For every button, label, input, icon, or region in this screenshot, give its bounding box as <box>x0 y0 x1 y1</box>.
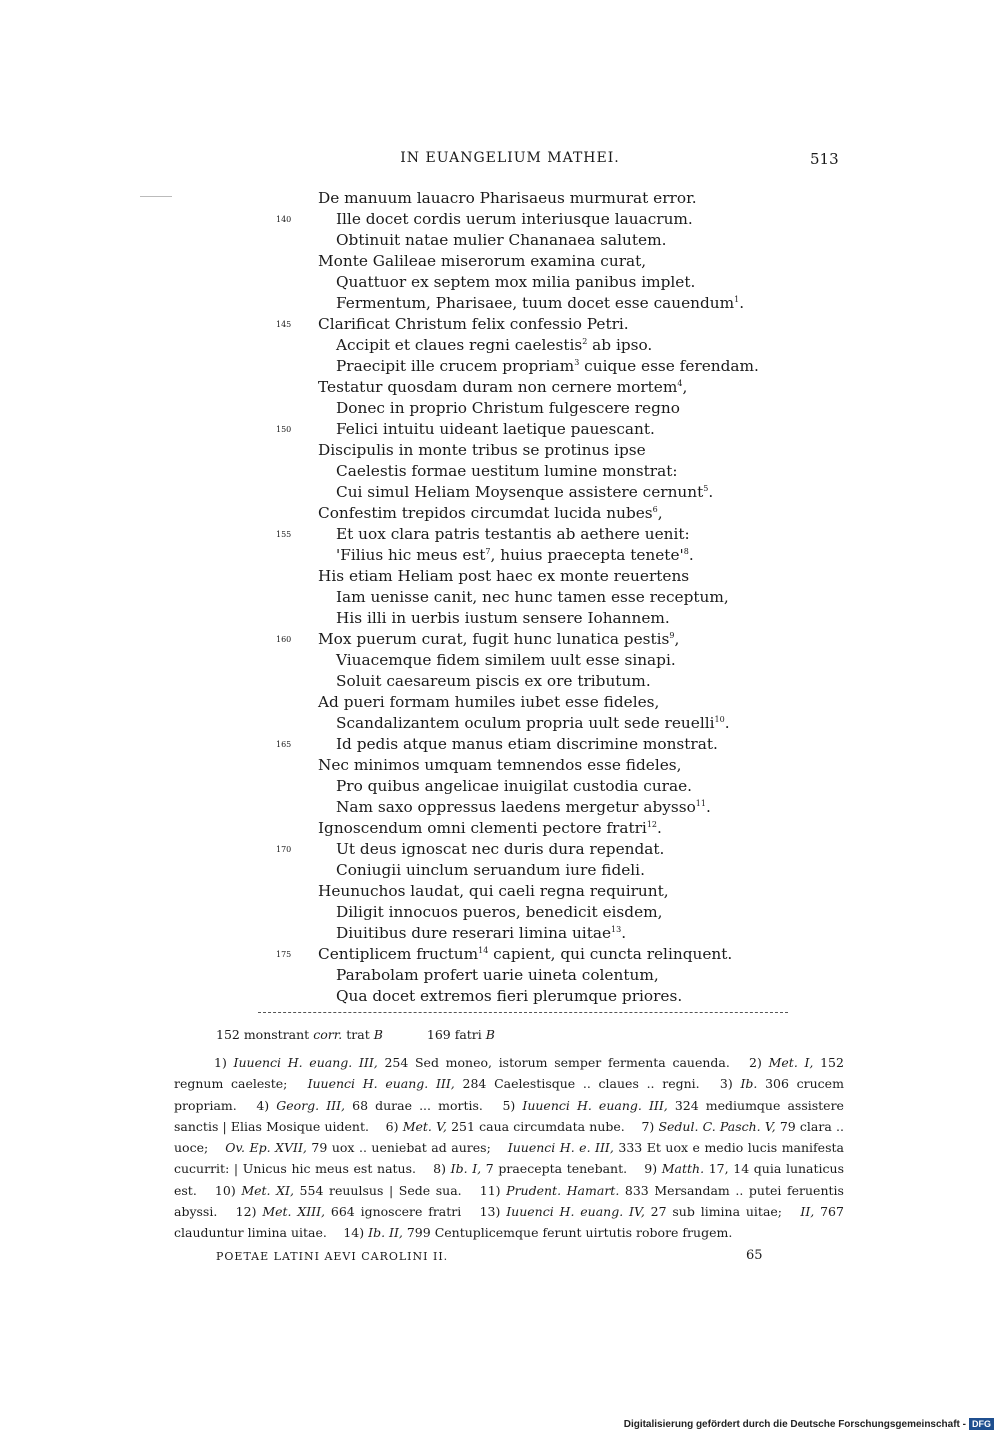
footnote-source: Met. XIII, <box>262 1204 326 1220</box>
footnote-ref: 8 <box>683 546 689 556</box>
verse-tail: ab ipso. <box>587 336 653 354</box>
line-number: 170 <box>276 845 292 854</box>
footnote-text: 7 praecepta tenebant. <box>485 1161 628 1177</box>
verse-line <box>0 482 1000 503</box>
verse-line <box>0 881 1000 902</box>
footnote-text: 306 crucem propriam. <box>174 1076 844 1113</box>
verse-line <box>0 251 1000 272</box>
verse-text: Cui simul Heliam Moysenque assistere cernunt$^5$. <box>336 483 714 501</box>
verse-text: His etiam Heliam post haec ex monte reuertens <box>318 567 690 585</box>
verse-text: Felici intuitu uideant laetique pauescant. <box>336 420 655 438</box>
verse-text: De manuum lauacro Pharisaeus murmurat error. <box>318 189 697 207</box>
footnote <box>236 1204 462 1219</box>
footnote-text: 833 Mersandam .. putei feruentis abyssi. <box>174 1182 844 1220</box>
footnote-source: Met. XI, <box>241 1182 294 1198</box>
footnote-text: 664 ignoscere fratri <box>330 1204 462 1220</box>
footnote-number: 12) <box>235 1204 257 1220</box>
verse-text: Monte Galileae miserorum examina curat, <box>318 252 647 270</box>
footnote <box>308 1076 700 1091</box>
verse-text: Fermentum, Pharisaee, tuum docet esse cauendum$^1$. <box>336 294 745 312</box>
footnote-text: 251 caua circumdata nube. <box>451 1118 625 1134</box>
footnotes <box>174 1052 844 1244</box>
verse-text: Centiplicem fructum$^{14}$ capient, qui cuncta relinquent. <box>318 945 733 963</box>
verse-text: Id pedis atque manus etiam discrimine monstrat. <box>336 735 718 753</box>
verse-text: Quattuor ex septem mox milia panibus implet. <box>336 273 696 291</box>
verse-tail: capient, qui cuncta relinquent. <box>488 945 733 963</box>
footnote-ref: 12 <box>646 819 658 829</box>
poem-text <box>0 188 1000 1007</box>
footnote-number: 2) <box>749 1055 762 1070</box>
verse-text: Praecipit ille crucem propriam$^3$ cuique esse ferendam. <box>336 357 759 375</box>
footnote-number: 6) <box>385 1118 399 1134</box>
footnote-ref: 6 <box>652 504 658 514</box>
footnote <box>433 1161 627 1176</box>
verse-tail: . <box>708 483 714 501</box>
running-title: IN EUANGELIUM MATHEI. <box>400 150 620 166</box>
verse-line <box>0 419 1000 440</box>
verse-text: Ad pueri formam humiles iubet esse fideles, <box>318 693 660 711</box>
verse-text: Confestim trepidos circumdat lucida nubes$^6$, <box>318 504 663 522</box>
verse-text: Nec minimos umquam temnendos esse fideles, <box>318 756 682 774</box>
verse-tail: , <box>657 504 663 522</box>
verse-line <box>0 713 1000 734</box>
footnote-text: 324 mediumque assistere sanctis | Elias Mosique uident. <box>174 1097 844 1134</box>
footnote-source: Met. V, <box>402 1118 447 1134</box>
verse-text: Nam saxo oppressus laedens mergetur abysso$^{11}$. <box>336 798 711 816</box>
banner-text: Digitalisierung gefördert durch die Deutsche Forschungsgemeinschaft - <box>623 1418 966 1430</box>
verse-tail: . <box>621 924 627 942</box>
footnote-text: 17, 14 quia lunaticus est. <box>174 1161 844 1198</box>
footnote-ref: 3 <box>574 357 580 367</box>
verse-tail: cuique esse ferendam. <box>579 357 759 375</box>
footnote-source: Iuuenci H. e. III, <box>507 1140 614 1156</box>
verse-text: Caelestis formae uestitum lumine monstrat: <box>336 462 678 480</box>
verse-line <box>0 440 1000 461</box>
footnote-ref: 2 <box>582 336 588 346</box>
verse-text: Soluit caesareum piscis ex ore tributum. <box>336 672 651 690</box>
verse-text: Iam uenisse canit, nec hunc tamen esse receptum, <box>336 588 729 606</box>
verse-line <box>0 650 1000 671</box>
verse-line <box>0 923 1000 944</box>
verse-line <box>0 230 1000 251</box>
verse-tail: . <box>688 546 694 564</box>
verse-tail: . <box>657 819 662 837</box>
verse-text: Viuacemque fidem similem uult esse sinapi. <box>336 651 676 669</box>
footnote-ref: 10 <box>714 714 725 724</box>
footnote-number: 7) <box>641 1118 655 1134</box>
footnote-text: 767 clauduntur limina uitae. <box>174 1204 844 1241</box>
footnote-number: 13) <box>479 1204 501 1220</box>
apparatus-corr: corr. <box>313 1027 343 1042</box>
verse-line <box>0 608 1000 629</box>
verse-text: Scandalizantem oculum propria uult sede reuelli$^{10}$. <box>336 714 730 732</box>
footnote-number: 3) <box>719 1076 733 1092</box>
verse-text: Diligit innocuos pueros, benedicit eisdem, <box>336 903 663 921</box>
verse-text: Ut deus ignoscat nec duris dura rependat. <box>336 840 665 858</box>
verse-text: Discipulis in monte tribus se protinus ipse <box>318 441 646 459</box>
footnote-ref: 7 <box>485 546 491 556</box>
verse-text: Ignoscendum omni clementi pectore fratri$^{12}$. <box>318 819 662 837</box>
footnote-rule <box>258 1012 788 1013</box>
footnote-ref: 11 <box>695 798 706 808</box>
footnote-ref: 13 <box>611 924 622 934</box>
verse-text: Donec in proprio Christum fulgescere regno <box>336 399 680 417</box>
footnote-source: II, <box>800 1204 815 1220</box>
page-number: 513 <box>810 150 839 168</box>
signature-mark: POETAE LATINI AEVI CAROLINI II. <box>216 1250 449 1263</box>
apparatus-entry-2: 169 fatri <box>426 1027 482 1042</box>
verse-line <box>0 692 1000 713</box>
footnote-ref: 4 <box>677 378 683 388</box>
verse-tail: . <box>705 798 711 816</box>
footnote-text: 284 Caelestisque .. claues .. regni. <box>462 1076 700 1092</box>
verse-line <box>0 671 1000 692</box>
footnote <box>215 1183 462 1198</box>
footnote-source: Iuuenci H. euang. III, <box>307 1076 455 1092</box>
verse-line <box>0 377 1000 398</box>
verse-line <box>0 986 1000 1007</box>
footnote-source: Iuuenci H. euang. III, <box>522 1097 668 1113</box>
footnote-number: 5) <box>502 1097 516 1113</box>
verse-tail: . <box>724 714 730 732</box>
verse-line <box>0 755 1000 776</box>
footnote-number: 8) <box>433 1161 446 1177</box>
verse-text: Accipit et claues regni caelestis$^2$ ab ipso. <box>336 336 653 354</box>
footnote-source: Met. I, <box>768 1055 814 1070</box>
verse-line <box>0 545 1000 566</box>
footnote-source: Ib. <box>740 1076 758 1092</box>
footnote-ref: 9 <box>669 630 675 640</box>
verse-line <box>0 797 1000 818</box>
verse-text: Obtinuit natae mulier Chananaea salutem. <box>336 231 667 249</box>
verse-tail: , huius praecepta tenete' <box>490 546 684 564</box>
verse-line <box>0 587 1000 608</box>
footnote <box>480 1204 782 1219</box>
verse-line <box>0 860 1000 881</box>
footnote-source: Sedul. C. Pasch. V, <box>658 1118 776 1134</box>
footnote-source: Ib. I, <box>450 1161 482 1177</box>
verse-text: Et uox clara patris testantis ab aethere uenit: <box>336 525 690 543</box>
footnote-source: Iuuenci H. euang. IV, <box>506 1204 645 1220</box>
verse-line <box>0 524 1000 545</box>
line-number: 160 <box>276 635 292 644</box>
verse-line <box>0 356 1000 377</box>
verse-text: Testatur quosdam duram non cernere mortem$^4$, <box>318 378 688 396</box>
footnote-number: 9) <box>644 1161 658 1177</box>
footnote <box>343 1225 732 1240</box>
verse-line <box>0 818 1000 839</box>
apparatus-entry-1: 152 monstrant <box>216 1027 310 1042</box>
line-number: 155 <box>276 530 292 539</box>
footnote-ref: 1 <box>734 294 740 304</box>
verse-line <box>0 839 1000 860</box>
line-number: 140 <box>276 215 292 224</box>
footnote-text: 333 Et uox e medio lucis manifesta cucurrit: | Unicus hic meus est natus. <box>174 1140 844 1177</box>
apparatus-siglum: B <box>373 1027 383 1042</box>
footnote-ref: 5 <box>703 483 709 493</box>
verse-text: His illi in uerbis iustum sensere Iohannem. <box>336 609 670 627</box>
footnote-number: 10) <box>214 1182 236 1198</box>
verse-text: Qua docet extremos fieri plerumque priores. <box>336 987 683 1005</box>
line-number: 165 <box>276 740 292 749</box>
verse-text: Diuitibus dure reserari limina uitae$^{13}$. <box>336 924 627 942</box>
line-number: 175 <box>276 950 292 959</box>
verse-line <box>0 293 1000 314</box>
footnote-text: 799 Centuplicemque ferunt uirtutis robore frugem. <box>406 1225 733 1241</box>
line-number: 145 <box>276 320 292 329</box>
footnote-number: 4) <box>256 1097 270 1113</box>
verse-line <box>0 944 1000 965</box>
verse-text: Coniugii uinclum seruandum iure fideli. <box>336 861 645 879</box>
footnote-text: 554 reuulsus | Sede sua. <box>299 1182 462 1198</box>
verse-line <box>0 272 1000 293</box>
verse-line <box>0 566 1000 587</box>
verse-tail: . <box>739 294 745 312</box>
footnote-source: Ib. II, <box>368 1225 403 1241</box>
verse-line <box>0 902 1000 923</box>
footnote-number: 14) <box>343 1225 365 1241</box>
verse-line <box>0 776 1000 797</box>
footnote-number: 11) <box>479 1182 501 1198</box>
verse-text: Clarificat Christum felix confessio Petri. <box>318 315 629 333</box>
verse-text: Pro quibus angelicae inuigilat custodia curae. <box>336 777 693 795</box>
footnote-source: Prudent. Hamart. <box>506 1182 620 1198</box>
footnote-text: 79 clara .. uoce; <box>174 1118 844 1156</box>
apparatus-siglum-2: B <box>485 1027 495 1042</box>
footnote <box>225 1140 491 1155</box>
verse-text: Heunuchos laudat, qui caeli regna requirunt, <box>318 882 669 900</box>
verse-text: Parabolam profert uarie uineta colentum, <box>336 966 659 984</box>
verse-line <box>0 965 1000 986</box>
verse-line <box>0 503 1000 524</box>
signature-number: 65 <box>746 1248 763 1263</box>
footnote-source: Iuuenci H. euang. III, <box>233 1055 378 1070</box>
footnote <box>214 1055 730 1070</box>
verse-line <box>0 734 1000 755</box>
footnote <box>386 1119 625 1134</box>
verse-line <box>0 461 1000 482</box>
footnote-text: 68 durae ... mortis. <box>352 1097 483 1113</box>
dfg-logo-icon: DFG <box>969 1418 994 1430</box>
verse-line <box>0 398 1000 419</box>
dfg-banner <box>624 1418 994 1430</box>
verse-text: Ille docet cordis uerum interiusque lauacrum. <box>336 210 693 228</box>
verse-line <box>0 335 1000 356</box>
verse-tail: , <box>674 630 680 648</box>
critical-apparatus <box>216 1027 495 1042</box>
footnote-text: 254 Sed moneo, istorum semper fermenta cauenda. <box>384 1055 730 1070</box>
verse-tail: , <box>682 378 688 396</box>
footnote-text: 27 sub limina uitae; <box>650 1204 783 1220</box>
line-number: 150 <box>276 425 292 434</box>
verse-line <box>0 188 1000 209</box>
footnote-number: 1) <box>214 1055 227 1070</box>
footnote-source: Georg. III, <box>276 1097 346 1113</box>
footnote <box>256 1098 483 1113</box>
footnote-text: 79 uox .. ueniebat ad aures; <box>311 1140 491 1156</box>
footnote-ref: 14 <box>478 945 489 955</box>
verse-line <box>0 314 1000 335</box>
footnote-text: 152 regnum caeleste; <box>174 1055 844 1092</box>
footnote-source: Matth. <box>661 1161 705 1177</box>
footnote-source: Ov. Ep. XVII, <box>225 1140 307 1156</box>
apparatus-reading: trat <box>346 1027 370 1042</box>
verse-text: 'Filius hic meus est$^7$, huius praecepta $tenete'^8$. <box>336 546 694 564</box>
verse-line <box>0 209 1000 230</box>
verse-text: Mox puerum curat, fugit hunc lunatica pestis$^9$, <box>318 630 680 648</box>
verse-line <box>0 629 1000 650</box>
